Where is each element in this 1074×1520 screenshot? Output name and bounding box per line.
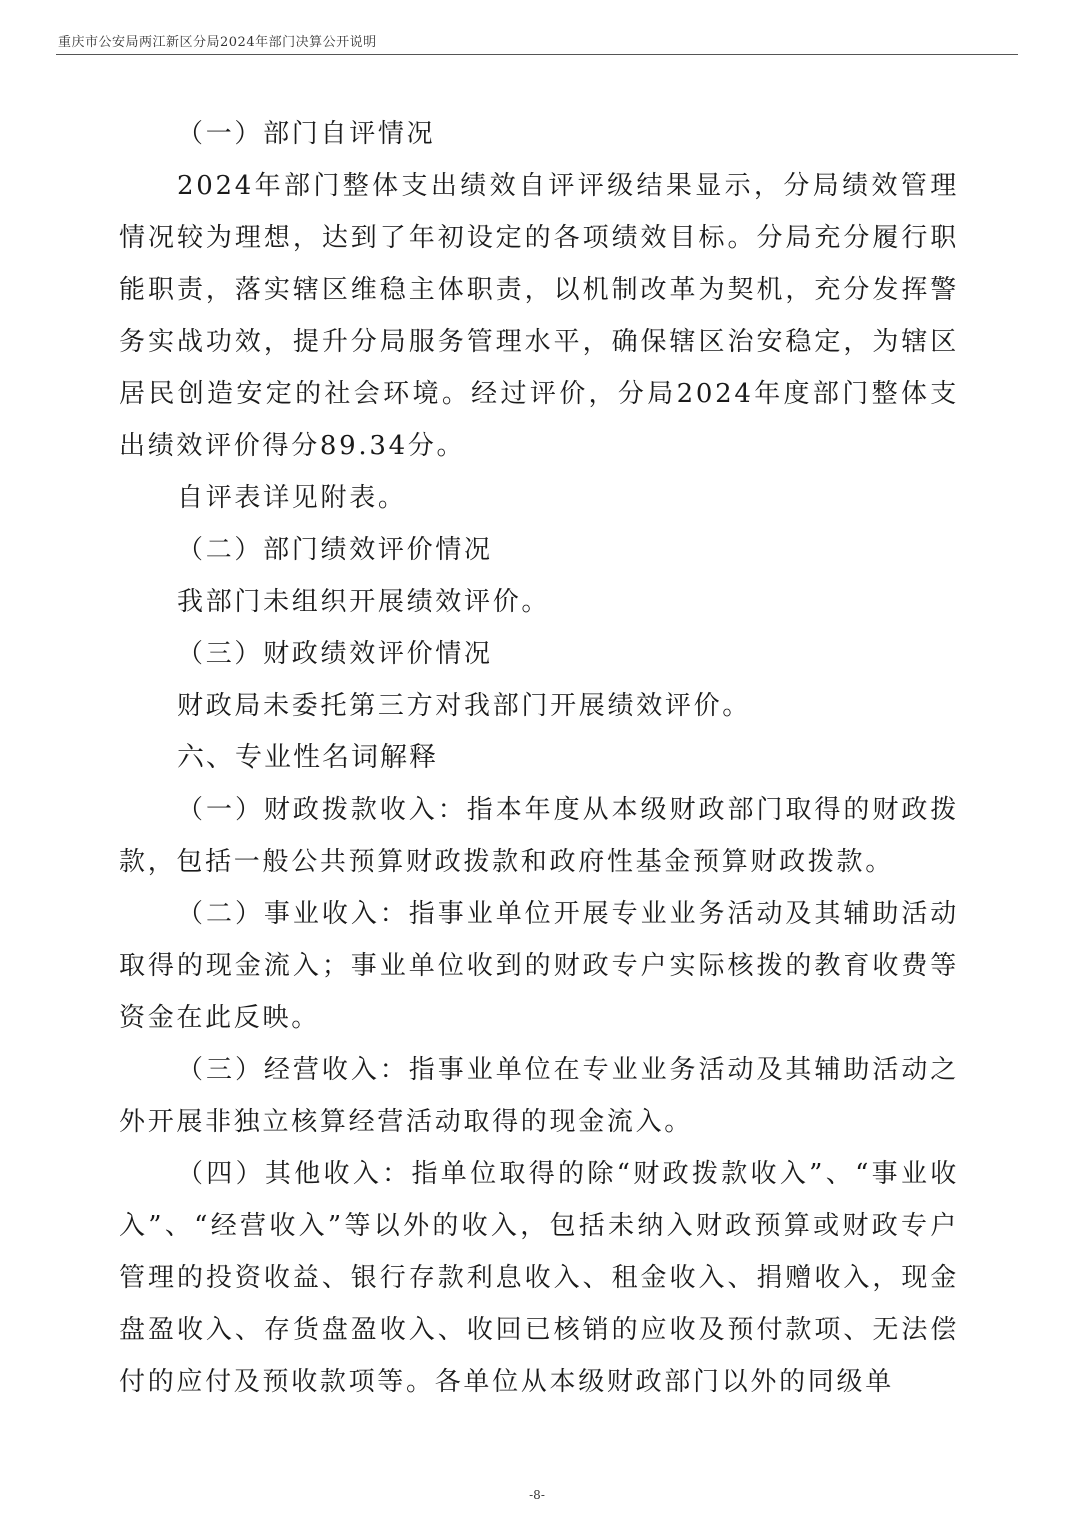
document-body xyxy=(119,108,959,1408)
heading-fiscal-performance-evaluation: （三）财政绩效评价情况 xyxy=(177,639,493,669)
heading-dept-self-evaluation: （一）部门自评情况 xyxy=(177,119,436,149)
paragraph-self-eval-table-note: 自评表详见附表。 xyxy=(177,483,407,513)
paragraph-term-other-income: （四）其他收入：指单位取得的除“财政拨款收入”、“事业收入”、“经营收入”等以外的收入，包括未纳入财政预算或财政专户管理的投资收益、银行存款利息收入、租金收入、捐赠收入，现金盘盈收入、存货盘盈收入、收回已核销的应收及预付款项、无法偿付的应付及预收款项等。各单位从本级财政部门以外的同级单 xyxy=(119,1159,959,1397)
paragraph-term-operating-income: （三）经营收入：指事业单位在专业业务活动及其辅助活动之外开展非独立核算经营活动取得的现金流入。 xyxy=(119,1055,959,1137)
paragraph-dept-self-evaluation: 2024年部门整体支出绩效自评评级结果显示，分局绩效管理情况较为理想，达到了年初设定的各项绩效目标。分局充分履行职能职责，落实辖区维稳主体职责，以机制改革为契机，充分发挥警务实战功效，提升分局服务管理水平，确保辖区治安稳定，为辖区居民创造安定的社会环境。经过评价，分局2024年度部门整体支出绩效评价得分89.34分。 xyxy=(119,171,959,461)
paragraph-term-fiscal-appropriation-income: （一）财政拨款收入：指本年度从本级财政部门取得的财政拨款，包括一般公共预算财政拨款和政府性基金预算财政拨款。 xyxy=(119,795,959,877)
header-divider xyxy=(56,54,1018,55)
paragraph-term-business-income: （二）事业收入：指事业单位开展专业业务活动及其辅助活动取得的现金流入；事业单位收到的财政专户实际核拨的教育收费等资金在此反映。 xyxy=(119,899,959,1033)
paragraph-fiscal-performance-evaluation: 财政局未委托第三方对我部门开展绩效评价。 xyxy=(177,691,752,721)
heading-section-six-glossary: 六、专业性名词解释 xyxy=(177,742,438,773)
paragraph-dept-performance-evaluation: 我部门未组织开展绩效评价。 xyxy=(177,587,551,617)
running-header: 重庆市公安局两江新区分局2024年部门决算公开说明 xyxy=(58,35,377,50)
heading-dept-performance-evaluation: （二）部门绩效评价情况 xyxy=(177,535,493,565)
page-number: -8- xyxy=(529,1488,545,1502)
